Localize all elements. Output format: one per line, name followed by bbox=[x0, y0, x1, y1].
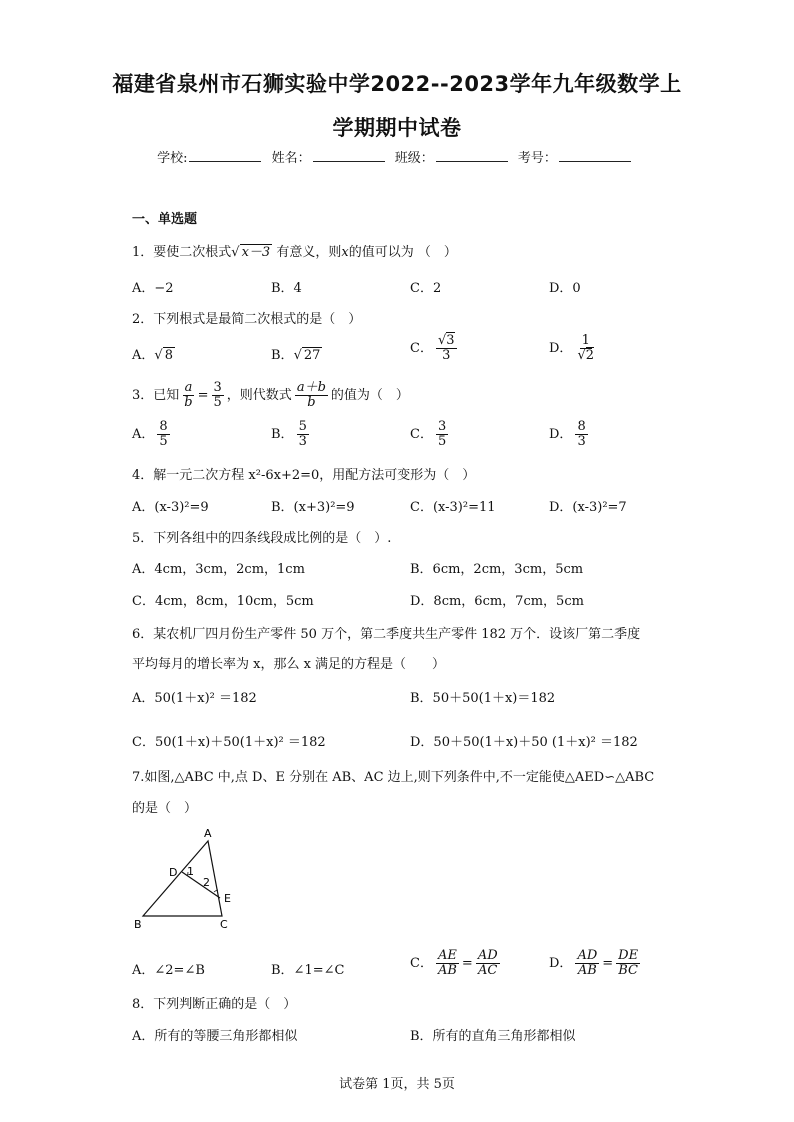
class-blank[interactable] bbox=[436, 149, 508, 162]
q3-option-c[interactable] bbox=[410, 420, 451, 449]
q2-option-b[interactable]: B．√ 27 bbox=[271, 348, 321, 363]
q1-option-a[interactable]: A．−2 bbox=[132, 281, 174, 296]
exam-title-line2: 学期期中试卷 bbox=[332, 116, 462, 140]
triangle-figure bbox=[130, 826, 250, 936]
question-7-stem-line1: 7.如图,△ABC 中,点 D、E 分别在 AB、AC 边上,则下列条件中,不一定能使△AED∽△ABC bbox=[132, 770, 655, 785]
q3-option-b[interactable] bbox=[271, 420, 312, 449]
q3-option-d[interactable] bbox=[549, 420, 591, 449]
point-e-label: E bbox=[224, 892, 231, 905]
q3-d-den: 3 bbox=[577, 434, 586, 449]
q7-d-f2-num: DE bbox=[618, 948, 639, 963]
q3-b-label: B． bbox=[271, 427, 294, 442]
q7-c-label: C． bbox=[410, 956, 433, 971]
q3-text-c: 的值为（ ） bbox=[330, 388, 409, 403]
q7-c-f2-den: AC bbox=[478, 963, 498, 978]
q1-var: x bbox=[341, 245, 349, 260]
q2-b-label: B． bbox=[271, 348, 294, 363]
question-6-stem-line2: 平均每月的增长率为 x，那么 x 满足的方程是（ ） bbox=[132, 657, 446, 672]
q1-radicand: x－3 bbox=[241, 245, 271, 260]
triangle-abc bbox=[143, 841, 222, 916]
q6-option-a[interactable]: A．50(1＋x)² ＝182 bbox=[132, 691, 257, 706]
q3-f1-den: b bbox=[184, 395, 193, 410]
q4-option-b[interactable]: B．(x+3)²=9 bbox=[271, 500, 355, 515]
q7-c-f1-den: AB bbox=[437, 963, 457, 978]
q2-d-den: 2 bbox=[585, 348, 595, 363]
student-info-row bbox=[0, 147, 794, 166]
q5-option-d[interactable]: D．8cm，6cm，7cm，5cm bbox=[410, 594, 584, 609]
q3-text-a: 3．已知 bbox=[132, 388, 180, 403]
page-footer: 试卷第 1页，共 5页 bbox=[339, 1077, 455, 1092]
question-4-stem: 4．解一元二次方程 x²-6x+2=0，用配方法可变形为（ ） bbox=[132, 468, 476, 483]
q6-option-d[interactable]: D．50＋50(1＋x)＋50 (1＋x)² ＝182 bbox=[410, 735, 638, 750]
q7-option-c[interactable]: C． $\frac{AE}{AB}$ = $\frac{AD}{AC}$ bbox=[410, 948, 498, 978]
q3-eq: = bbox=[197, 388, 209, 403]
q8-option-a[interactable]: A．所有的等腰三角形都相似 bbox=[132, 1029, 298, 1044]
q3-a-num: 8 bbox=[159, 419, 168, 434]
exam-number-blank[interactable] bbox=[559, 149, 631, 162]
q2-a-label: A． bbox=[132, 348, 155, 363]
q6-option-c[interactable]: C．50(1＋x)＋50(1＋x)² ＝182 bbox=[132, 735, 326, 750]
vertex-a-label: A bbox=[204, 827, 212, 840]
question-2-stem: 2．下列根式是最简二次根式的是（ ） bbox=[132, 312, 362, 327]
q1-option-b[interactable]: B．4 bbox=[271, 281, 302, 296]
q3-option-a[interactable] bbox=[132, 420, 173, 449]
point-d-label: D bbox=[169, 866, 178, 879]
exam-number-label: 考号： bbox=[517, 151, 557, 166]
q7-option-b[interactable]: B．∠1=∠C bbox=[271, 963, 345, 978]
q4-option-d[interactable]: D．(x-3)²=7 bbox=[549, 500, 627, 515]
q7-c-f1-num: AE bbox=[437, 948, 457, 963]
q7-d-f2-den: BC bbox=[618, 963, 638, 978]
q3-d-num: 8 bbox=[577, 419, 586, 434]
q2-c-label: C． bbox=[410, 341, 433, 356]
question-3-stem bbox=[132, 381, 409, 410]
name-label: 姓名： bbox=[271, 151, 311, 166]
q2-option-d[interactable]: D． $\frac{1}{√2}$ bbox=[549, 333, 595, 363]
q7-d-label: D． bbox=[549, 956, 573, 971]
q2-a-value: 8 bbox=[164, 348, 173, 363]
q1-radical: √ x－3 bbox=[231, 245, 271, 260]
q3-d-label: D． bbox=[549, 427, 573, 442]
q3-f3-den: b bbox=[307, 395, 316, 410]
q7-d-f1-den: AB bbox=[577, 963, 597, 978]
q3-f1-num: a bbox=[184, 380, 193, 395]
vertex-b-label: B bbox=[134, 918, 142, 931]
q7-option-a[interactable]: A．∠2=∠B bbox=[132, 963, 205, 978]
school-label: 学校: bbox=[157, 151, 188, 166]
q3-f3-num: a＋b bbox=[296, 380, 326, 395]
q3-f2-den: 5 bbox=[213, 395, 222, 410]
q2-option-a[interactable]: A．√ 8 bbox=[132, 348, 173, 363]
q4-option-a[interactable]: A．(x-3)²=9 bbox=[132, 500, 209, 515]
q1-text-c: 的值可以为 （ ） bbox=[348, 245, 457, 260]
q8-option-b[interactable]: B．所有的直角三角形都相似 bbox=[410, 1029, 576, 1044]
q5-option-c[interactable]: C．4cm，8cm，10cm，5cm bbox=[132, 594, 314, 609]
q3-b-den: 3 bbox=[298, 434, 307, 449]
angle-2-label: 2 bbox=[203, 876, 210, 889]
q3-c-num: 3 bbox=[437, 419, 447, 434]
q2-option-c[interactable]: C． $\frac{√3}{3}$ bbox=[410, 333, 455, 363]
q2-c-num: 3 bbox=[446, 333, 455, 348]
question-5-stem: 5．下列各组中的四条线段成比例的是（ ）. bbox=[132, 531, 392, 546]
q1-text-a: 1．要使二次根式 bbox=[132, 245, 232, 260]
section-heading: 一、单选题 bbox=[132, 212, 198, 227]
q1-text-b: 有意义，则 bbox=[276, 245, 342, 260]
question-8-stem: 8．下列判断正确的是（ ） bbox=[132, 997, 297, 1012]
q3-c-label: C． bbox=[410, 427, 433, 442]
q3-c-den: 5 bbox=[437, 434, 447, 449]
q4-option-c[interactable]: C．(x-3)²=11 bbox=[410, 500, 496, 515]
q5-option-b[interactable]: B．6cm，2cm，3cm，5cm bbox=[410, 562, 584, 577]
angle-1-label: 1 bbox=[187, 865, 194, 878]
name-blank[interactable] bbox=[313, 149, 385, 162]
exam-title-line1: 福建省泉州市石狮实验中学2022--2023学年九年级数学上 bbox=[112, 72, 682, 96]
q6-option-b[interactable]: B．50＋50(1＋x)＝182 bbox=[410, 691, 556, 706]
q3-a-label: A． bbox=[132, 427, 155, 442]
q2-d-num: 1 bbox=[581, 333, 590, 348]
school-blank[interactable] bbox=[189, 149, 261, 162]
question-6-stem-line1: 6．某农机厂四月份生产零件 50 万个，第二季度共生产零件 182 万个．设该厂第二季度 bbox=[132, 627, 641, 642]
q7-option-d[interactable]: D． $\frac{AD}{AB}$ = $\frac{DE}{BC}$ bbox=[549, 948, 639, 978]
q1-option-c[interactable]: C．2 bbox=[410, 281, 442, 296]
question-7-stem-line2: 的是（ ） bbox=[132, 801, 198, 816]
vertex-c-label: C bbox=[220, 918, 228, 931]
q7-d-f1-num: AD bbox=[577, 948, 598, 963]
class-label: 班级： bbox=[394, 151, 434, 166]
q3-b-num: 5 bbox=[298, 419, 307, 434]
q3-text-b: ，则代数式 bbox=[226, 388, 292, 403]
q3-f2-num: 3 bbox=[213, 380, 222, 395]
q3-a-den: 5 bbox=[159, 434, 168, 449]
q1-option-d[interactable]: D．0 bbox=[549, 281, 581, 296]
q7-c-f2-num: AD bbox=[477, 948, 498, 963]
question-1-stem bbox=[132, 241, 457, 260]
q2-d-label: D． bbox=[549, 341, 573, 356]
q5-option-a[interactable]: A．4cm，3cm，2cm，1cm bbox=[132, 562, 305, 577]
q2-c-den: 3 bbox=[442, 348, 451, 363]
q2-b-value: 27 bbox=[303, 348, 321, 363]
